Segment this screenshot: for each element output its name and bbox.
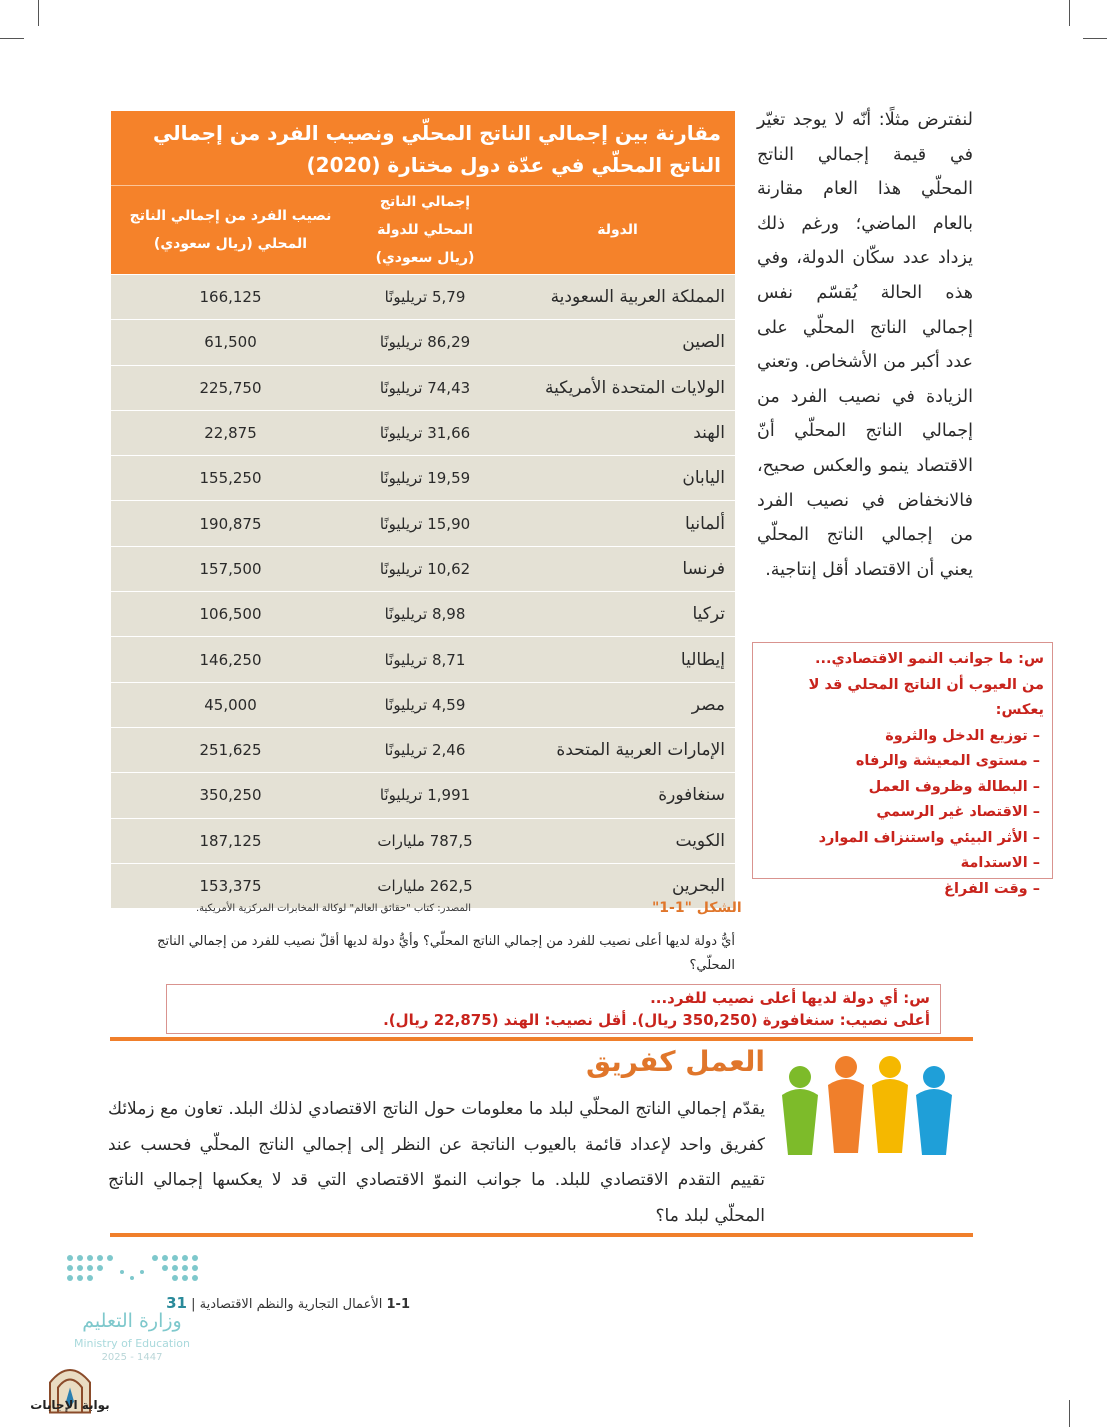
answers-portal-label: بوابة الإجابات	[30, 1398, 110, 1412]
cell-per-capita: 61,500	[204, 333, 257, 352]
ministry-year: 2025 - 1447	[101, 1352, 163, 1363]
crop-mark	[0, 38, 24, 39]
footer-separator: |	[191, 1297, 196, 1312]
cell-per-capita: 350,250	[199, 786, 262, 805]
cell-gdp: 5,79 تريليونًا	[384, 288, 466, 307]
table-row	[111, 727, 735, 772]
gdp-comparison-table	[111, 111, 735, 908]
cell-country: الولايات المتحدة الأمريكية	[544, 377, 725, 398]
footer-breadcrumb	[110, 1294, 410, 1312]
side-paragraph: لنفترض مثلًا: أنّه لا يوجد تغيّر في قيمة إجمالي الناتج المحلّي هذا العام مقارنة بالعام الماضي؛ ورغم ذلك يزداد عدد سكّان الدولة، وفي هذه الحالة يُقسّم نفس إجمالي الناتج المحلّي على عدد أكبر من الأشخاص. وتعني الزيادة في نصيب الفرد من إجمالي الناتج المحلّي أنّ الاقتصاد ينمو والعكس صحيح، فالانخفاض في نصيب الفرد من إجمالي الناتج المحلّي يعني أن الاقتصاد أقل إنتاجية.	[757, 110, 973, 580]
cell-country: البحرين	[671, 876, 725, 896]
table-source: المصدر: كتاب "حقائق العالم" لوكالة المخابرات المركزية الأمريكية.	[195, 903, 471, 914]
answer-question: س: أي دولة لديها أعلى نصيب للفرد...	[650, 989, 930, 1007]
cell-country: اليابان	[682, 468, 725, 489]
table-row	[111, 319, 735, 364]
crop-mark	[1083, 38, 1107, 39]
team-section-text: يقدّم إجمالي الناتج المحلّي لبلد ما معلومات حول الناتج الاقتصادي لذلك البلد. تعاون مع زملائك كفريق واحد لإعداد قائمة بالعيوب الناتجة عن النظر إلى إجمالي الناتج المحلّي فحسب عند تقييم التقدم الاقتصادي للبلد. ما جوانب النموّ الاقتصادي التي قد لا يعكسها إجمالي الناتج المحلّي لبلد ما؟	[108, 1099, 765, 1226]
answer-item: – الاستدامة	[960, 855, 1040, 871]
answer-item: – مستوى المعيشة والرفاه	[855, 753, 1040, 769]
table-row	[111, 365, 735, 410]
cell-country: مصر	[691, 694, 725, 715]
cell-per-capita: 153,375	[199, 877, 262, 895]
answer-item: – البطالة وظروف العمل	[868, 778, 1040, 795]
answer-item: – الاقتصاد غير الرسمي	[876, 804, 1040, 820]
cell-per-capita: 45,000	[204, 695, 257, 714]
crop-mark	[1069, 1400, 1070, 1427]
section-divider-top	[110, 1037, 973, 1041]
cell-gdp: 31,66 تريليونًا	[379, 424, 471, 443]
cell-per-capita: 190,875	[199, 514, 262, 533]
cell-country: الإمارات العربية المتحدة	[556, 740, 725, 761]
cell-country: الكويت	[675, 830, 725, 851]
answer-item: – توزيع الدخل والثروة	[885, 727, 1040, 744]
ministry-name-ar: وزارة التعليم	[82, 1310, 182, 1332]
answer-item: – الأثر البيئي واستنزاف الموارد	[818, 829, 1040, 846]
cell-gdp: 8,98 تريليونًا	[384, 605, 466, 624]
table-row	[111, 818, 735, 863]
answers-portal-logo-icon	[30, 1348, 110, 1427]
table-row	[111, 682, 735, 727]
table-row	[111, 591, 735, 636]
section-divider-bottom	[110, 1233, 973, 1237]
cell-per-capita: 155,250	[199, 469, 262, 488]
table-title: مقارنة بين إجمالي الناتج المحلّي ونصيب الفرد من إجمالي الناتج المحلّي في عدّة دول مختارة (2020)	[111, 111, 735, 185]
cell-per-capita: 157,500	[199, 559, 262, 578]
crop-mark	[1069, 0, 1070, 26]
cell-gdp: 262,5 مليارات	[377, 877, 473, 895]
cell-gdp: 787,5 مليارات	[377, 831, 473, 850]
cell-per-capita: 22,875	[204, 424, 257, 443]
table-row	[111, 772, 735, 817]
answer-intro: من العيوب أن الناتج المحلي قد لا يعكس:	[808, 676, 1044, 718]
footer-chapter: الأعمال التجارية والنظم الاقتصادية	[199, 1297, 383, 1312]
table-row	[111, 410, 735, 455]
footer-section: 1-1	[386, 1297, 410, 1312]
table-row	[111, 636, 735, 681]
cell-country: تركيا	[692, 604, 725, 625]
table-question: أيُّ دولة لديها أعلى نصيب للفرد من إجمالي الناتج المحلّي؟ وأيُّ دولة لديها أقلّ نصيب للفرد من إجمالي الناتج المحلّي؟	[157, 934, 735, 973]
cell-per-capita: 106,500	[199, 605, 262, 624]
table-row	[111, 274, 735, 319]
cell-country: المملكة العربية السعودية	[550, 287, 725, 308]
header-gdp: إجمالي الناتج المحلي للدولة (ريال سعودي)	[375, 194, 475, 266]
figure-label: الشكل "1-1"	[652, 900, 742, 916]
cell-country: الهند	[693, 423, 725, 444]
answer-box-highest-lowest	[166, 984, 941, 1034]
cell-per-capita: 166,125	[199, 288, 262, 307]
answer-question: س: ما جوانب النمو الاقتصادي...	[814, 651, 1044, 667]
table-header	[111, 185, 735, 274]
cell-gdp: 19,59 تريليونًا	[379, 469, 471, 488]
cell-per-capita: 187,125	[199, 831, 262, 850]
cell-per-capita: 146,250	[199, 650, 262, 669]
header-country: الدولة	[597, 222, 638, 238]
cell-gdp: 15,90 تريليونًا	[379, 514, 471, 533]
cell-per-capita: 225,750	[199, 378, 262, 397]
cell-per-capita: 251,625	[199, 741, 262, 760]
header-per-capita: نصيب الفرد من إجمالي الناتج المحلي (ريال سعودي)	[129, 208, 332, 252]
cell-gdp: 86,29 تريليونًا	[379, 333, 471, 352]
page-number: 31	[166, 1294, 187, 1312]
table-row	[111, 455, 735, 500]
cell-country: فرنسا	[682, 558, 725, 579]
table-row	[111, 863, 735, 908]
table-row	[111, 546, 735, 591]
table-body	[111, 274, 735, 908]
answer-text: أعلى نصيب: سنغافورة (350,250 ريال). أقل نصيب: الهند (22,875 ريال).	[383, 1011, 930, 1029]
answer-item: – وقت الفراغ	[944, 880, 1040, 897]
cell-gdp: 4,59 تريليونًا	[384, 695, 466, 714]
cell-gdp: 10,62 تريليونًا	[379, 559, 471, 578]
team-section-title: العمل كفريق	[585, 1045, 765, 1078]
cell-country: ألمانيا	[685, 513, 725, 534]
answer-box-gdp-limitations	[752, 642, 1053, 897]
cell-country: إيطاليا	[680, 649, 725, 670]
cell-gdp: 2,46 تريليونًا	[384, 741, 466, 760]
cell-country: الصين	[682, 332, 725, 353]
cell-gdp: 1,991 تريليونًا	[379, 786, 471, 805]
ministry-name-en: Ministry of Education	[73, 1337, 190, 1350]
team-people-icon	[778, 1055, 958, 1165]
cell-gdp: 8,71 تريليونًا	[384, 650, 466, 669]
table-row	[111, 500, 735, 545]
crop-mark	[38, 0, 39, 26]
cell-gdp: 74,43 تريليونًا	[379, 378, 471, 397]
cell-country: سنغافورة	[658, 785, 725, 806]
